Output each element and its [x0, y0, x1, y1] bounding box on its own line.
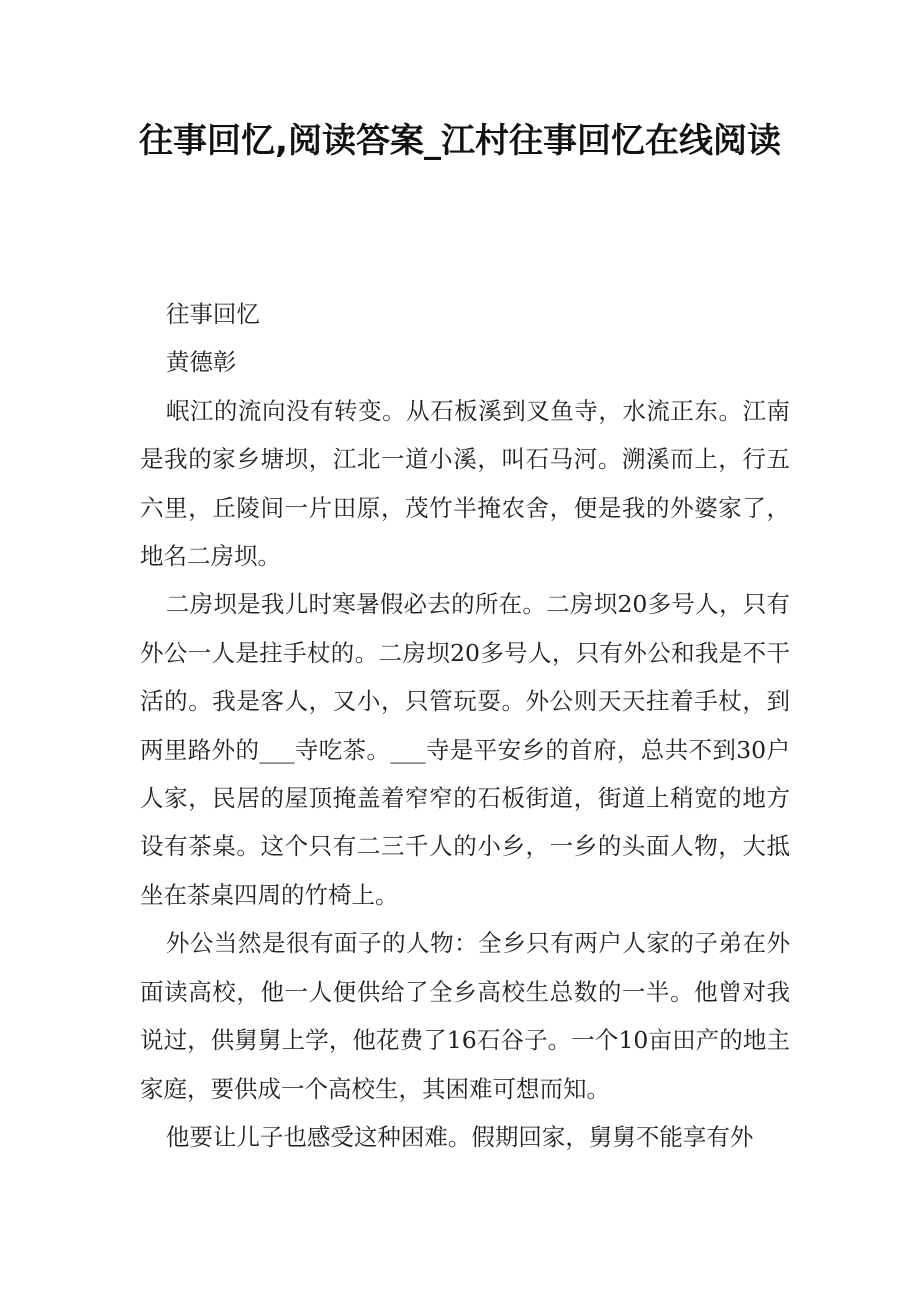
document-body	[140, 290, 790, 1161]
paragraph: 外公当然是很有面子的人物：全乡只有两户人家的子弟在外面读高校，他一人便供给了全乡高校生总数的一半。他曾对我说过，供舅舅上学，他花费了16石谷子。一个10亩田产的地主家庭，要供成一个高校生，其困难可想而知。	[140, 929, 790, 1103]
article-author: 黄德彰	[165, 348, 237, 377]
paragraph: 二房坝是我儿时寒暑假必去的所在。二房坝20多号人，只有外公一人是拄手杖的。二房坝20多号人，只有外公和我是不干活的。我是客人，又小，只管玩耍。外公则天天拄着手杖，到两里路外的___寺吃茶。___寺是平安乡的首府，总共不到30户人家，民居的屋顶掩盖着窄窄的石板街道，街道上稍宽的地方设有茶桌。这个只有二三千人的小乡，一乡的头面人物，大抵坐在茶桌四周的竹椅上。	[140, 590, 790, 909]
article-heading: 往事回忆	[165, 300, 260, 328]
paragraph: 他要让儿子也感受这种困难。假期回家，舅舅不能享有外	[165, 1122, 754, 1151]
paragraph: 岷江的流向没有转变。从石板溪到叉鱼寺，水流正东。江南是我的家乡塘坝，江北一道小溪，叫石马河。溯溪而上，行五六里，丘陵间一片田原，茂竹半掩农舍，便是我的外婆家了，地名二房坝。	[140, 396, 790, 571]
document-title: 往事回忆,阅读答案_江村往事回忆在线阅读	[139, 121, 781, 161]
